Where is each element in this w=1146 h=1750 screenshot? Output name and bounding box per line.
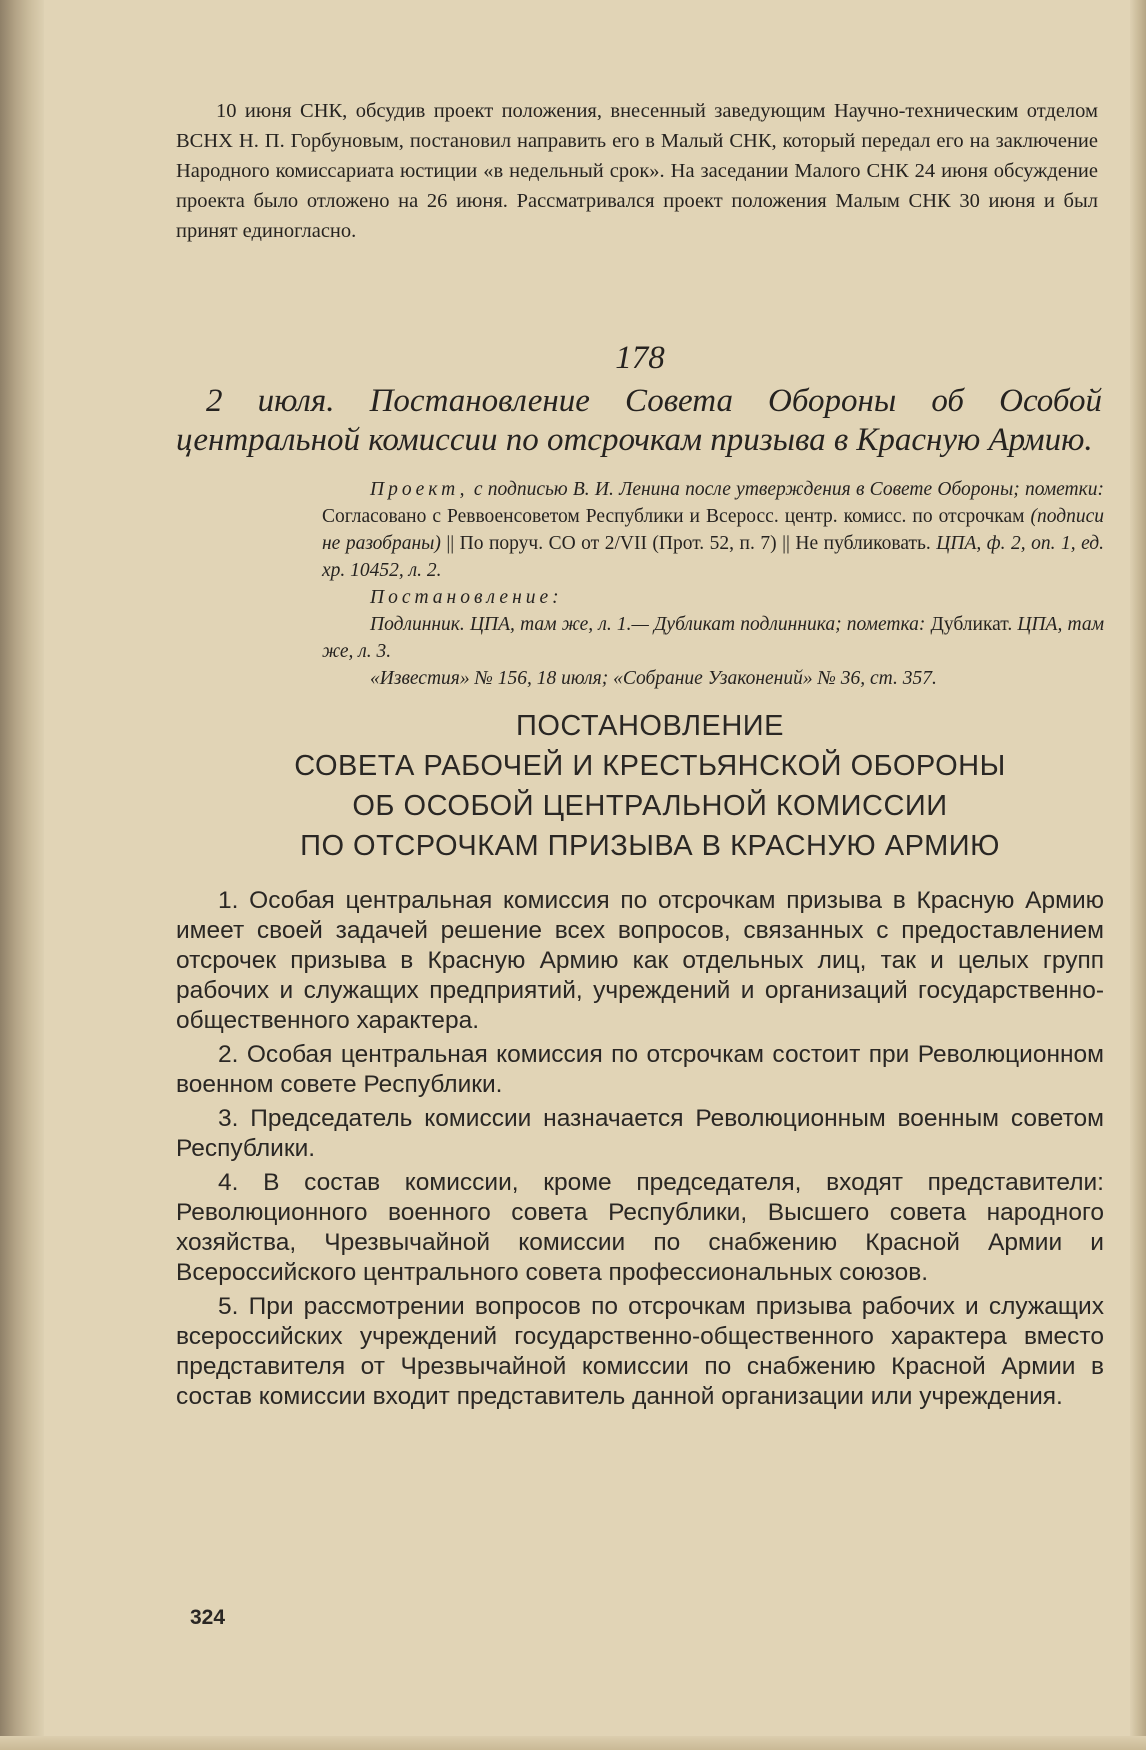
document-title: 2 июля. Постановление Совета Обороны об Особой центральной комиссии по отсрочкам призыва в Красную Армию. (176, 383, 1102, 458)
source-notes (322, 476, 1104, 692)
intro-note: 10 июня СНК, обсудив проект положения, внесенный заведующим Научно-техническим отделом ВСНХ Н. П. Горбуновым, постановил направить его в Малый СНК, который передал его на заключение Народного комиссариата юстиции «в недельный срок». На заседании Малого СНК 24 июня обсуждение проекта было отложено на 26 июня. Рассматривался проект положения Малым СНК 30 июня и был принят единогласно. (176, 100, 1098, 242)
heading-line-3: ОБ ОСОБОЙ ЦЕНТРАЛЬНОЙ КОМИССИИ (352, 790, 948, 822)
page-edge-right (1130, 0, 1146, 1750)
page-edge-bottom (0, 1736, 1146, 1750)
document-number: 178 (615, 340, 665, 376)
source-note-resolution-label: Постановление: (370, 587, 563, 608)
resolution-paragraph-1: 1. Особая центральная комиссия по отсрочкам призыва в Красную Армию имеет своей задачей решение всех вопросов, связанных с предоставлением отсрочек призыва в Красную Армию как отдельных лиц, так и целых групп рабочих и служащих предприятий, учреждений и организаций государственно-общественного характера. (176, 887, 1104, 1034)
source-note-draft: Проект, с подписью В. И. Ленина после утверждения в Совете Обороны; пометки: Согласовано с Реввоенсоветом Республики и Всеросс. центр. комисс. по отсрочкам (подписи не разобраны) || По поруч. СО от 2/VII (Прот. 52, п. 7) || Не публиковать. ЦПА, ф. 2, оп. 1, ед. хр. 10452, л. 2. (322, 479, 1105, 581)
page-number: 324 (190, 1606, 226, 1629)
resolution-paragraph-2: 2. Особая центральная комиссия по отсрочкам состоит при Революционном военном совете Республики. (176, 1041, 1104, 1098)
heading-line-4: ПО ОТСРОЧКАМ ПРИЗЫВА В КРАСНУЮ АРМИЮ (300, 830, 1000, 862)
source-note-original: Подлинник. ЦПА, там же, л. 1.— Дубликат подлинника; пометка: Дубликат. ЦПА, там же, л. 3. (322, 614, 1105, 662)
resolution-paragraph-4: 4. В состав комиссии, кроме председателя, входят представители: Революционного военного совета Республики, Высшего совета народного хозяйства, Чрезвычайной комиссии по снабжению Красной Армии и Всероссийского центрального совета профессиональных союзов. (176, 1169, 1104, 1286)
heading-line-1: ПОСТАНОВЛЕНИЕ (516, 710, 784, 742)
page-content (176, 96, 1104, 1416)
resolution-body (176, 886, 1104, 1412)
heading-line-2: СОВЕТА РАБОЧЕЙ И КРЕСТЬЯНСКОЙ ОБОРОНЫ (294, 750, 1006, 782)
resolution-paragraph-5: 5. При рассмотрении вопросов по отсрочкам призыва рабочих и служащих всероссийских учреждений государственно-общественного характера вместо представителя от Чрезвычайной комиссии по снабжению Красной Армии в состав комиссии входит представитель данной организации или учреждения. (176, 1293, 1104, 1410)
resolution-heading (176, 706, 1104, 866)
source-note-publication: «Известия» № 156, 18 июля; «Собрание Узаконений» № 36, ст. 357. (370, 668, 937, 689)
resolution-paragraph-3: 3. Председатель комиссии назначается Революционным военным советом Республики. (176, 1105, 1104, 1162)
source-label-draft: Проект, (370, 479, 469, 500)
page-spine-shadow (0, 0, 44, 1750)
